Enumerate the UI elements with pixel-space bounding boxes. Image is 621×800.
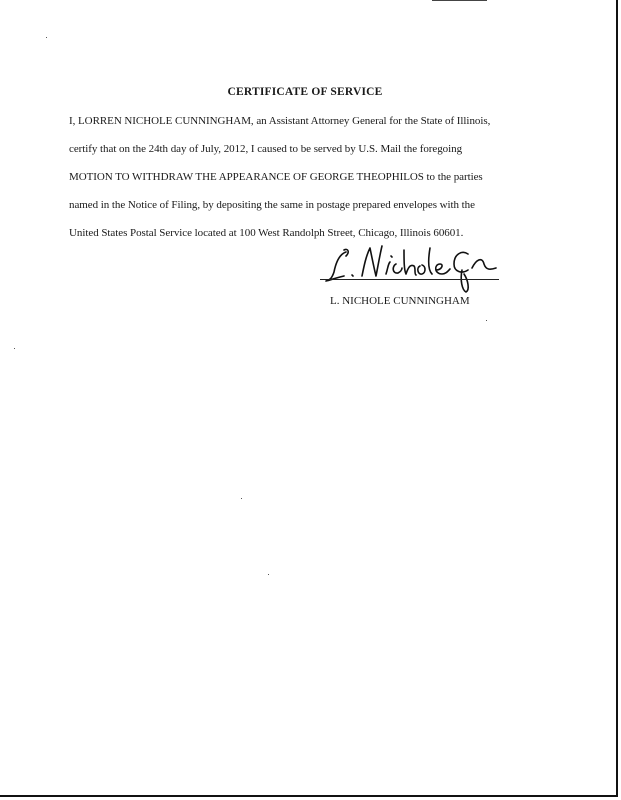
body-line-2: certify that on the 24th day of July, 2012, I caused to be served by U.S. Mail the foregoing	[69, 143, 463, 155]
scan-speck	[46, 37, 47, 38]
handwritten-signature	[316, 240, 506, 296]
body-line-4: named in the Notice of Filing, by depositing the same in postage prepared envelopes with the	[69, 199, 475, 211]
scan-mark	[432, 0, 487, 1]
body-line-1: I, LORREN NICHOLE CUNNINGHAM, an Assistant Attorney General for the State of Illinois,	[69, 115, 491, 127]
document-title: CERTIFICATE OF SERVICE	[227, 86, 383, 98]
scan-speck	[241, 498, 242, 499]
scan-speck	[14, 348, 15, 349]
scan-speck	[486, 320, 487, 321]
body-line-3: MOTION TO WITHDRAW THE APPEARANCE OF GEORGE THEOPHILOS to the parties	[69, 171, 483, 183]
body-line-5: United States Postal Service located at 100 West Randolph Street, Chicago, Illinois 60601.	[69, 227, 464, 239]
signature-line	[320, 279, 499, 280]
signer-name: L. NICHOLE CUNNINGHAM	[330, 295, 470, 307]
scan-speck	[268, 574, 269, 575]
